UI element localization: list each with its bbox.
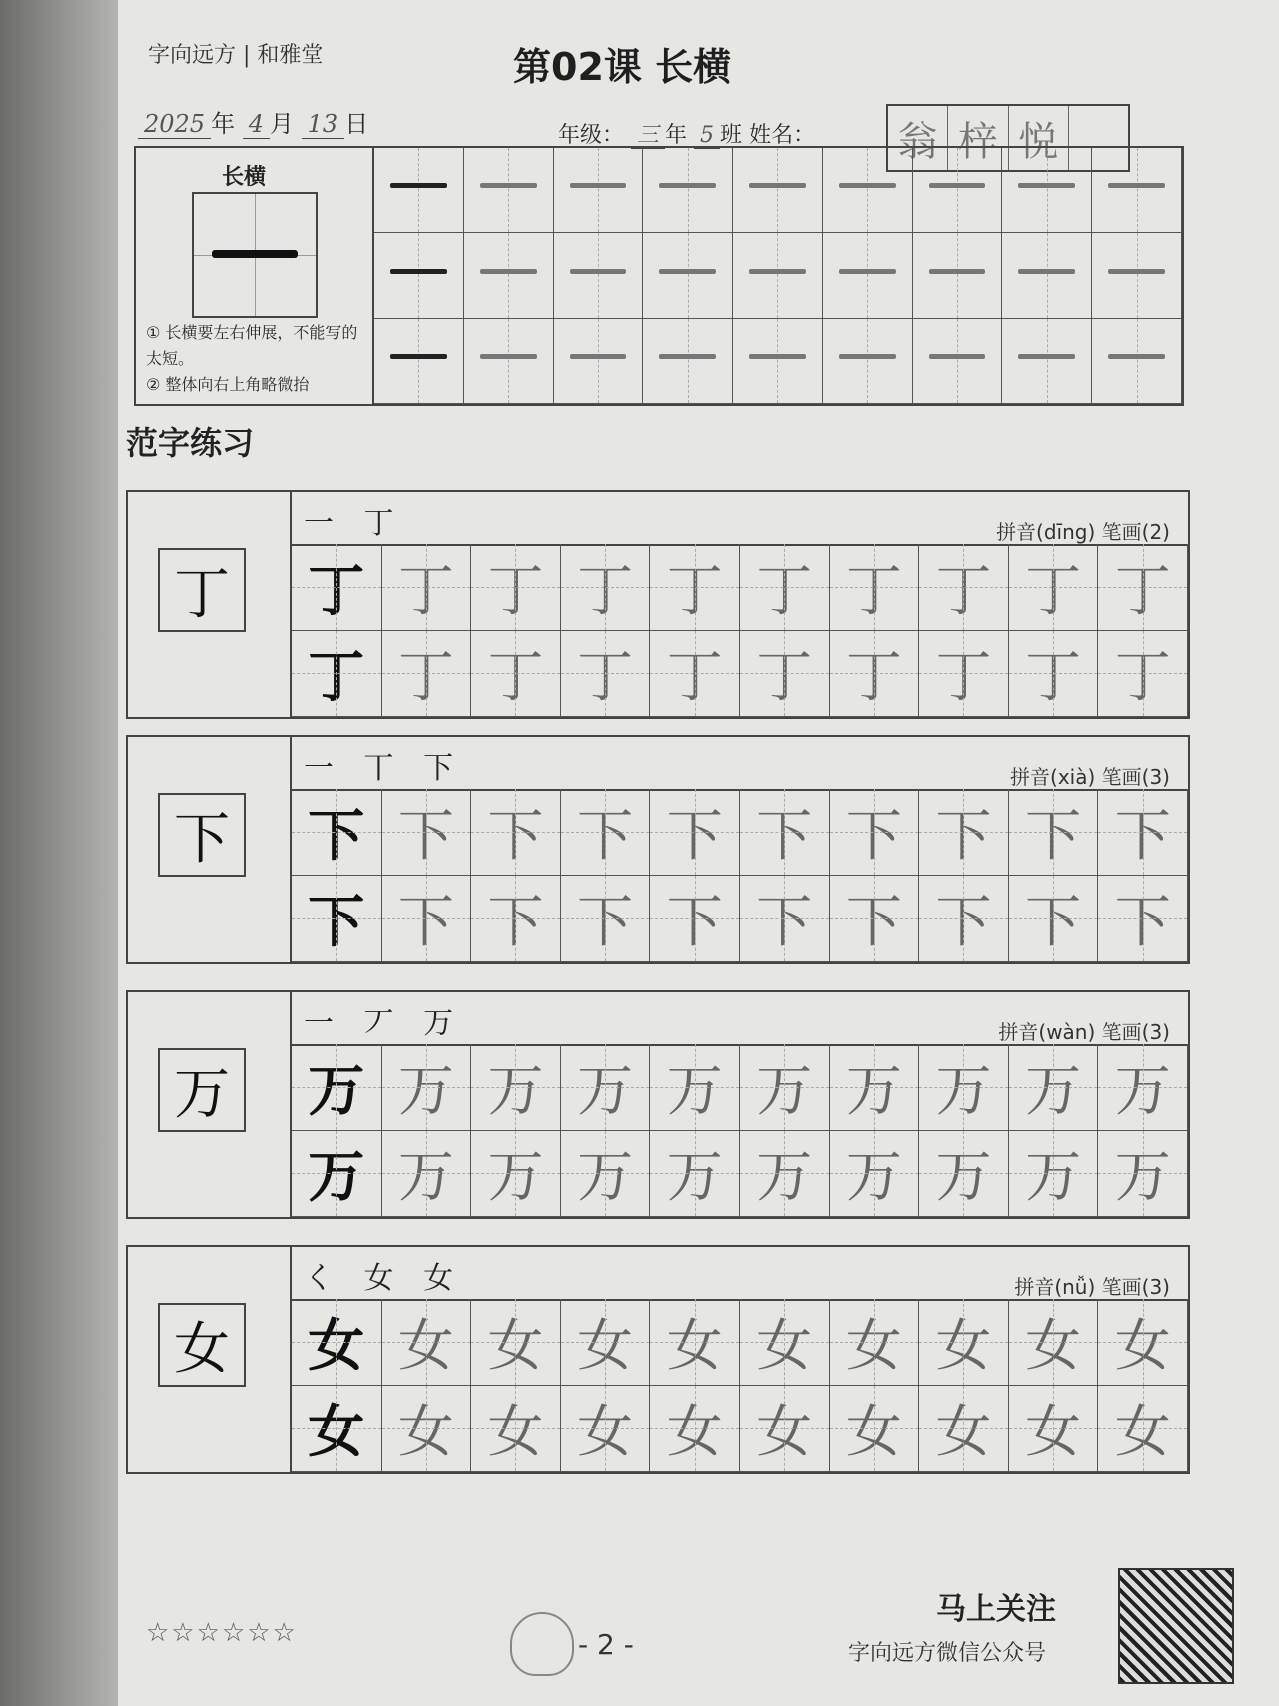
writing-cell: 丁 xyxy=(292,544,382,631)
writing-cell: 女 xyxy=(1098,1386,1188,1473)
writing-cell: 下 xyxy=(471,876,561,963)
stroke-label: 长横 xyxy=(222,165,267,190)
writing-cell: 万 xyxy=(830,1131,920,1218)
practice-cell xyxy=(1092,319,1182,404)
practice-cell xyxy=(913,233,1003,318)
stroke-order-header xyxy=(290,492,1188,546)
writing-cell: 万 xyxy=(471,1131,561,1218)
writing-cell: 万 xyxy=(740,1044,830,1131)
pinyin: 拼音(dīng) xyxy=(996,520,1096,544)
section-title: 范字练习 xyxy=(126,424,255,462)
practice-grid xyxy=(290,789,1188,962)
writing-cell: 女 xyxy=(382,1299,472,1386)
practice-cell xyxy=(1002,233,1092,318)
writing-cell: 万 xyxy=(382,1044,472,1131)
pinyin: 拼音(wàn) xyxy=(998,1020,1096,1044)
practice-cell xyxy=(1092,233,1182,318)
character-block xyxy=(126,490,1190,719)
practice-cell xyxy=(464,319,554,404)
writing-cell: 丁 xyxy=(1098,544,1188,631)
writing-cell: 下 xyxy=(561,876,651,963)
writing-cell: 丁 xyxy=(919,631,1009,718)
writing-cell: 万 xyxy=(919,1131,1009,1218)
writing-cell: 女 xyxy=(830,1299,920,1386)
writing-cell: 丁 xyxy=(1009,631,1099,718)
tip-2: ② 整体向右上角略微抬 xyxy=(146,375,310,394)
stroke-demo xyxy=(136,148,374,404)
stroke-order: く 女 女 xyxy=(304,1261,464,1296)
practice-cell xyxy=(733,233,823,318)
stroke-count: 笔画(2) xyxy=(1101,520,1170,544)
writing-cell: 下 xyxy=(650,789,740,876)
qr-code-icon xyxy=(1118,1568,1234,1684)
writing-cell: 女 xyxy=(740,1299,830,1386)
practice-cell xyxy=(733,319,823,404)
writing-cell: 万 xyxy=(1009,1044,1099,1131)
char-meta xyxy=(998,1016,1170,1045)
char-meta xyxy=(1014,1271,1170,1300)
practice-cell xyxy=(913,148,1003,233)
writing-cell: 下 xyxy=(740,876,830,963)
practice-grid xyxy=(290,544,1188,717)
name-char: 翁 xyxy=(888,106,948,170)
writing-cell: 丁 xyxy=(561,544,651,631)
stroke-intro-panel xyxy=(134,146,1184,406)
writing-cell: 女 xyxy=(561,1299,651,1386)
writing-cell: 下 xyxy=(471,789,561,876)
model-character: 丁 xyxy=(158,548,246,632)
writing-cell: 万 xyxy=(471,1044,561,1131)
writing-cell: 丁 xyxy=(830,544,920,631)
writing-cell: 女 xyxy=(919,1386,1009,1473)
name-char: 悦 xyxy=(1009,106,1069,170)
writing-cell: 下 xyxy=(1098,876,1188,963)
practice-cell xyxy=(913,319,1003,404)
writing-cell: 万 xyxy=(561,1131,651,1218)
writing-cell: 丁 xyxy=(292,631,382,718)
writing-cell: 下 xyxy=(919,876,1009,963)
writing-cell: 丁 xyxy=(471,544,561,631)
pinyin: 拼音(nǚ) xyxy=(1014,1275,1096,1299)
writing-cell: 女 xyxy=(1009,1386,1099,1473)
writing-cell: 万 xyxy=(650,1044,740,1131)
practice-cell xyxy=(464,148,554,233)
practice-cell xyxy=(823,319,913,404)
writing-cell: 万 xyxy=(1009,1131,1099,1218)
writing-cell: 丁 xyxy=(1098,631,1188,718)
date-line: 2025 年 4 月 13 日 xyxy=(138,104,368,139)
writing-cell: 丁 xyxy=(382,544,472,631)
book-spine xyxy=(0,0,118,1706)
model-character: 万 xyxy=(158,1048,246,1132)
writing-cell: 丁 xyxy=(471,631,561,718)
writing-cell: 万 xyxy=(292,1131,382,1218)
writing-cell: 丁 xyxy=(740,631,830,718)
practice-cell xyxy=(374,319,464,404)
writing-cell: 下 xyxy=(561,789,651,876)
stroke-order-header xyxy=(290,737,1188,791)
worksheet-page xyxy=(118,0,1279,1706)
character-block xyxy=(126,1245,1190,1474)
stroke-count: 笔画(3) xyxy=(1101,765,1170,789)
writing-cell: 丁 xyxy=(382,631,472,718)
date-year: 2025 xyxy=(138,110,211,139)
writing-cell: 万 xyxy=(561,1044,651,1131)
writing-cell: 女 xyxy=(471,1299,561,1386)
writing-cell: 丁 xyxy=(830,631,920,718)
writing-cell: 下 xyxy=(292,876,382,963)
char-meta xyxy=(1010,761,1170,790)
practice-cell xyxy=(643,233,733,318)
bunny-icon xyxy=(510,1612,574,1676)
writing-cell: 万 xyxy=(740,1131,830,1218)
writing-cell: 万 xyxy=(830,1044,920,1131)
practice-cell xyxy=(1002,319,1092,404)
writing-cell: 下 xyxy=(830,876,920,963)
class-line: 年级： 三 年 5 班 姓名： xyxy=(558,123,816,148)
model-character: 女 xyxy=(158,1303,246,1387)
stroke-demo-box xyxy=(192,192,318,318)
writing-cell: 女 xyxy=(561,1386,651,1473)
writing-cell: 女 xyxy=(471,1386,561,1473)
practice-cell xyxy=(823,233,913,318)
practice-cell xyxy=(554,148,644,233)
practice-cell xyxy=(643,148,733,233)
stroke-practice-grid xyxy=(374,148,1182,404)
stroke-order: 一 丅 下 xyxy=(304,751,464,786)
name-char: 梓 xyxy=(948,106,1008,170)
writing-cell: 万 xyxy=(1098,1131,1188,1218)
writing-cell: 万 xyxy=(382,1131,472,1218)
writing-cell: 丁 xyxy=(740,544,830,631)
lesson-title: 第02课 长横 xyxy=(513,45,732,89)
stroke-order: 一 丆 万 xyxy=(304,1006,464,1041)
practice-cell xyxy=(464,233,554,318)
long-horizontal-stroke xyxy=(212,250,298,258)
page-number: - 2 - xyxy=(578,1628,634,1661)
char-meta xyxy=(996,516,1170,545)
brand-logo: 字向远方 | 和雅堂 xyxy=(148,43,324,68)
practice-cell xyxy=(1092,148,1182,233)
writing-cell: 下 xyxy=(1009,876,1099,963)
pinyin: 拼音(xià) xyxy=(1010,765,1096,789)
writing-cell: 女 xyxy=(650,1299,740,1386)
writing-cell: 下 xyxy=(382,876,472,963)
class-value: 5 xyxy=(694,123,720,149)
writing-cell: 女 xyxy=(650,1386,740,1473)
follow-label: 马上关注 xyxy=(936,1592,1056,1627)
writing-cell: 万 xyxy=(919,1044,1009,1131)
writing-cell: 女 xyxy=(1009,1299,1099,1386)
writing-cell: 万 xyxy=(292,1044,382,1131)
writing-cell: 女 xyxy=(382,1386,472,1473)
account-label: 字向远方微信公众号 xyxy=(848,1641,1047,1666)
writing-cell: 丁 xyxy=(650,544,740,631)
grade-value: 三 xyxy=(631,123,665,149)
stroke-order: 一 丁 xyxy=(304,506,404,541)
stroke-count: 笔画(3) xyxy=(1101,1275,1170,1299)
model-character: 下 xyxy=(158,793,246,877)
writing-cell: 万 xyxy=(1098,1044,1188,1131)
writing-cell: 女 xyxy=(740,1386,830,1473)
writing-cell: 下 xyxy=(650,876,740,963)
writing-cell: 女 xyxy=(1098,1299,1188,1386)
rating-stars: ☆☆☆☆☆☆ xyxy=(146,1618,298,1648)
writing-cell: 下 xyxy=(292,789,382,876)
writing-cell: 下 xyxy=(919,789,1009,876)
practice-cell xyxy=(554,233,644,318)
practice-cell xyxy=(1002,148,1092,233)
date-day: 13 xyxy=(302,110,345,139)
stroke-order-header xyxy=(290,992,1188,1046)
character-block xyxy=(126,735,1190,964)
tip-1: ① 长横要左右伸展，不能写的太短。 xyxy=(146,323,358,368)
practice-grid xyxy=(290,1299,1188,1472)
writing-cell: 丁 xyxy=(1009,544,1099,631)
character-block xyxy=(126,990,1190,1219)
practice-cell xyxy=(733,148,823,233)
stroke-order-header xyxy=(290,1247,1188,1301)
practice-cell xyxy=(823,148,913,233)
practice-cell xyxy=(554,319,644,404)
date-month: 4 xyxy=(243,110,270,139)
writing-cell: 丁 xyxy=(919,544,1009,631)
writing-cell: 女 xyxy=(292,1299,382,1386)
practice-grid xyxy=(290,1044,1188,1217)
writing-cell: 女 xyxy=(292,1386,382,1473)
writing-cell: 女 xyxy=(919,1299,1009,1386)
stroke-tips xyxy=(146,320,366,398)
writing-cell: 下 xyxy=(382,789,472,876)
writing-cell: 丁 xyxy=(650,631,740,718)
practice-cell xyxy=(374,148,464,233)
writing-cell: 下 xyxy=(740,789,830,876)
writing-cell: 丁 xyxy=(561,631,651,718)
writing-cell: 女 xyxy=(830,1386,920,1473)
practice-cell xyxy=(374,233,464,318)
stroke-count: 笔画(3) xyxy=(1101,1020,1170,1044)
writing-cell: 下 xyxy=(1009,789,1099,876)
writing-cell: 下 xyxy=(830,789,920,876)
practice-cell xyxy=(643,319,733,404)
writing-cell: 下 xyxy=(1098,789,1188,876)
writing-cell: 万 xyxy=(650,1131,740,1218)
